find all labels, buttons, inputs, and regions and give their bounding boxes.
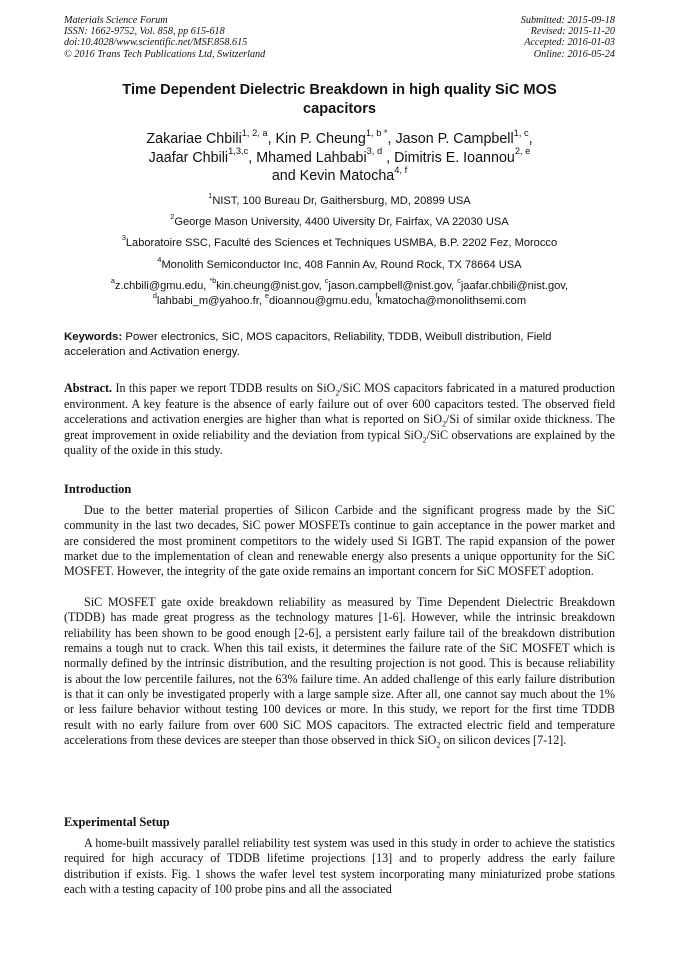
email-mark: c (324, 276, 329, 286)
author-affil-mark: 3, d (366, 146, 383, 157)
email-mark: c (457, 276, 461, 286)
affiliation-number: 1 (208, 191, 213, 201)
intro-paragraph-2 (64, 595, 615, 748)
affiliation-number: 2 (170, 212, 175, 222)
author-affil-mark: 1, c (513, 127, 529, 138)
subscript: 2 (422, 434, 427, 444)
author-line-3 (64, 164, 615, 186)
affiliation-number: 3 (121, 233, 126, 243)
title-line-2: capacitors (302, 101, 376, 117)
journal-info (64, 15, 265, 60)
affiliation-2 (64, 212, 615, 229)
email-address: lahbabi_m@yahoo.fr, (156, 294, 262, 307)
author-name: Jason P. Campbell (395, 131, 514, 147)
keywords-block (64, 330, 615, 360)
affiliation-1 (64, 191, 615, 208)
author-affil-mark: 1,3,c (228, 146, 249, 157)
affiliation-text: Monolith Semiconductor Inc, 408 Fannin Av, Round Rock, TX 78664 USA (161, 259, 522, 271)
author-affil-mark: 4, f (394, 164, 408, 175)
abstract-block (64, 381, 615, 459)
email-mark: *b (209, 276, 217, 286)
paragraph-text: on silicon devices [7-12]. (440, 733, 567, 748)
author-name: Dimitris E. Ioannou (394, 149, 515, 166)
author-joiner: and (271, 168, 296, 184)
email-mark: e (265, 290, 270, 300)
email-address: jason.campbell@nist.gov, (328, 280, 455, 292)
abstract-text: In this paper we report TDDB results on SiO (115, 381, 336, 395)
author-line-2: Jaafar Chbili$^{1,3,c}$, Mhamed Lahbabi$^{3, d}$ , Dimitris E. Ioannou$^{2, e}$ (148, 146, 531, 166)
author-name: Kin P. Cheung (275, 131, 366, 147)
title-line-1: Time Dependent Dielectric Breakdown in high quality SiC MOS (122, 82, 557, 98)
email-address: kmatocha@monolithsemi.com (377, 294, 527, 307)
email-line-2 (64, 290, 615, 309)
intro-paragraph-1: Due to the better material properties of Silicon Carbide and the significant progress made by the SiC community in the last two decades, SiC power MOSFETs continue to gain acceptance in the power market and are considered the most prominent competitors to the widely used Si IGBT. The rapid expansion of the power market due to the implementation of clean and renewable energy also presents a unique opportunity for the SiC MOSFET. However, the integrity of the gate oxide remains an important concern for SiC MOSFET adoption. (64, 503, 615, 579)
email-mark: d (152, 290, 157, 300)
author-affil-mark: 1, 2, a (241, 127, 268, 138)
submitted-date: Submitted: 2015-09-18 (520, 15, 615, 26)
affiliation-3 (64, 233, 615, 250)
author-affil-mark: 2, e (514, 146, 531, 157)
email-list (64, 276, 615, 308)
introduction-heading: Introduction (64, 482, 132, 496)
publication-dates (521, 15, 615, 60)
experimental-paragraph-1: A home-built massively parallel reliability test system was used in this study in order to achieve the statistics required for high accuracy of TDDB lifetime projections [13] and to properly address the early failure distribution if exists. Fig. 1 shows the wafer level test system incorporating many miniaturized probe stations each with a testing capacity of 100 probe pins and all the associated (64, 836, 615, 897)
paragraph-text: SiC MOSFET gate oxide breakdown reliability as measured by Time Dependent Dielectric Breakdown (TDDB) has made great progress as the technology matures [1-6]. However, while the intrinsic breakdown reliability has been shown to be good enough [2-6], a persistent early failure tail of the breakdown distribution remains a tough nut to crack. When this tail exists, it determines the failure rate of the SiC MOSFET which is normally defined by the intrinsic distribution, and the resulting projection is not good. This is because reliability is about the low percentile failures, not the 63% failure time. An added challenge of this early failure distribution is that it can only be investigated properly with a large sample size. After all, one cannot say much about the 1% or less failure behavior without testing 100 devices or more. In this study, we report for the first time TDDB result with no early failure from over 600 SiC MOS capacitors. The extracted electric field and temperature accelerations from these devices are steeper than those observed in thick SiO (64, 595, 615, 748)
copyright-line: © 2016 Trans Tech Publications Ltd, Switzerland (64, 48, 266, 60)
experimental-heading: Experimental Setup (64, 815, 170, 829)
affiliation-text: Laboratoire SSC, Faculté des Sciences et Techniques USMBA, B.P. 2202 Fez, Morocco (125, 237, 558, 249)
abstract-label: Abstract. (64, 381, 113, 395)
journal-name: Materials Science Forum (64, 15, 168, 26)
subscript: 2 (442, 419, 446, 429)
keywords-text: Power electronics, SiC, MOS capacitors, Reliability, TDDB, Weibull distribution, Field acceleration and Activation energy. (64, 331, 552, 358)
email-mark: a (110, 276, 115, 286)
subscript: 2 (436, 740, 441, 750)
doi-line: doi:10.4028/www.scientific.net/MSF.858.615 (64, 37, 248, 49)
paper-title (64, 81, 615, 119)
email-address: dioannou@gmu.edu, (269, 294, 373, 307)
abstract-text: /SiC MOS capacitors fabricated in a matured production environment. A key feature is the absence of early failure out of over 600 capacitors tested. The observed field accelerations and activation energies are higher than what is reported on SiO (64, 381, 615, 426)
affiliation-4 (64, 255, 615, 272)
affiliation-text: NIST, 100 Bureau Dr, Gaithersburg, MD, 20899 USA (212, 195, 471, 207)
author-name: Zakariae Chbili (146, 131, 242, 147)
author-name: Mhamed Lahbabi (256, 149, 367, 166)
abstract-text: /Si of similar oxide thickness. The great improvement in oxide reliability and the deviation from typical SiO (64, 412, 615, 442)
author-affil-mark: 1, b * (365, 127, 388, 138)
revised-date: Revised: 2015-11-20 (530, 26, 615, 38)
author-name: Jaafar Chbili (148, 149, 229, 166)
author-name: Kevin Matocha (299, 168, 395, 184)
email-mark: f (375, 290, 378, 300)
accepted-date: Accepted: 2016-01-03 (524, 37, 615, 49)
affiliation-number: 4 (157, 255, 162, 265)
email-address: jaafar.chbili@nist.gov, (460, 280, 569, 292)
author-list (64, 127, 615, 186)
author-line-1: Zakariae Chbili$^{1, 2, a}$, Kin P. Cheung$^{1, b *}$, Jason P. Campbell$^{1, c}$, (146, 127, 533, 147)
subscript: 2 (335, 388, 340, 398)
online-date: Online: 2016-05-24 (533, 48, 615, 60)
email-line-1 (64, 276, 615, 294)
keywords-label: Keywords: (64, 331, 123, 343)
issn-line: ISSN: 1662-9752, Vol. 858, pp 615-618 (64, 26, 225, 38)
abstract-text: /SiC observations are explained by the quality of the oxide in this study. (64, 427, 615, 457)
affiliation-text: George Mason University, 4400 Uiversity Dr, Fairfax, VA 22030 USA (174, 216, 509, 228)
email-address: kin.cheung@nist.gov, (216, 280, 322, 292)
email-address: z.chbili@gmu.edu, (114, 280, 207, 292)
